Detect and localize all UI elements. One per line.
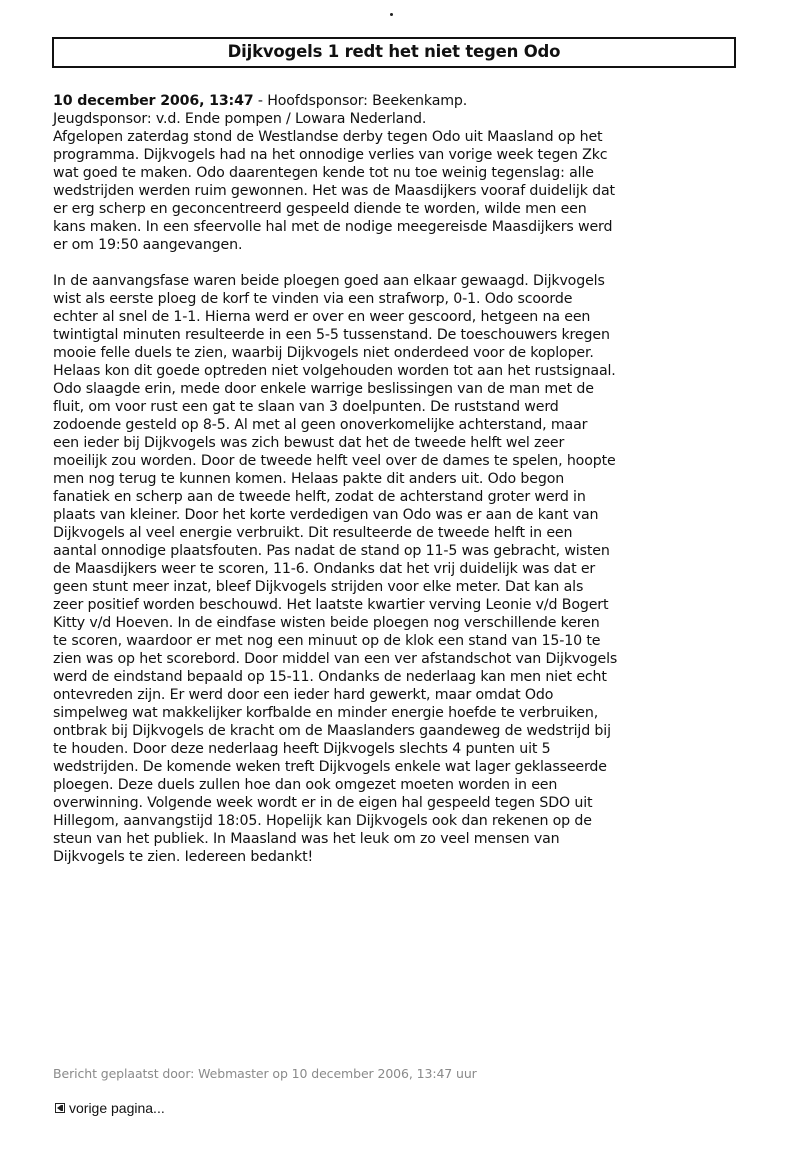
posted-by-text: Bericht geplaatst door: Webmaster op 10 december 2006, 13:47 uur bbox=[53, 1066, 477, 1081]
intro-line: Jeugdsponsor: v.d. Ende pompen / Lowara Nederland. bbox=[53, 111, 427, 127]
body-line: simpelweg wat makkelijker korfbalde en minder energie hoefde te verbruiken, bbox=[53, 705, 599, 721]
intro-line bbox=[53, 92, 773, 110]
previous-page-link[interactable] bbox=[55, 1100, 165, 1116]
article-date: 10 december 2006, 13:47 bbox=[53, 93, 254, 109]
article-intro bbox=[53, 92, 773, 254]
body-line: moeilijk zou worden. Door de tweede helft veel over de dames te spelen, hoopte bbox=[53, 453, 616, 469]
previous-page-label: vorige pagina... bbox=[69, 1100, 165, 1116]
article-title-box bbox=[52, 37, 736, 68]
body-line: Dijkvogels te zien. Iedereen bedankt! bbox=[53, 849, 314, 865]
body-line: werd de eindstand bepaald op 15-11. Ondanks de nederlaag kan men niet echt bbox=[53, 669, 607, 685]
body-line: In de aanvangsfase waren beide ploegen goed aan elkaar gewaagd. Dijkvogels bbox=[53, 273, 605, 289]
back-arrow-icon bbox=[55, 1103, 65, 1113]
article-main-paragraph bbox=[53, 272, 773, 866]
body-line: Hillegom, aanvangstijd 18:05. Hopelijk kan Dijkvogels ook dan rekenen op de bbox=[53, 813, 592, 829]
body-line: echter al snel de 1-1. Hierna werd er over en weer gescoord, hetgeen na een bbox=[53, 309, 591, 325]
body-line: aantal onnodige plaatsfouten. Pas nadat de stand op 11-5 was gebracht, wisten bbox=[53, 543, 610, 559]
body-line: steun van het publiek. In Maasland was het leuk om zo veel mensen van bbox=[53, 831, 560, 847]
intro-line: wedstrijden werden ruim gewonnen. Het was de Maasdijkers vooraf duidelijk dat bbox=[53, 183, 615, 199]
body-line: ontevreden zijn. Er werd door een ieder hard gewerkt, maar omdat Odo bbox=[53, 687, 554, 703]
intro-line: er erg scherp en geconcentreerd gespeeld diende te worden, wilde men een bbox=[53, 201, 587, 217]
body-line: mooie felle duels te zien, waarbij Dijkvogels niet onderdeed voor de koploper. bbox=[53, 345, 594, 361]
body-line: fanatiek en scherp aan de tweede helft, zodat de achterstand groter werd in bbox=[53, 489, 586, 505]
body-line: te houden. Door deze nederlaag heeft Dijkvogels slechts 4 punten uit 5 bbox=[53, 741, 551, 757]
body-line: Helaas kon dit goede optreden niet volgehouden worden tot aan het rustsignaal. bbox=[53, 363, 616, 379]
intro-line: er om 19:50 aangevangen. bbox=[53, 237, 243, 253]
decorative-dot bbox=[390, 13, 393, 16]
intro-line: programma. Dijkvogels had na het onnodige verlies van vorige week tegen Zkc bbox=[53, 147, 608, 163]
body-line: zeer positief worden beschouwd. Het laatste kwartier verving Leonie v/d Bogert bbox=[53, 597, 609, 613]
body-line: Odo slaagde erin, mede door enkele warrige beslissingen van de man met de bbox=[53, 381, 594, 397]
article-title: Dijkvogels 1 redt het niet tegen Odo bbox=[227, 42, 561, 61]
body-line: fluit, om voor rust een gat te slaan van 3 doelpunten. De ruststand werd bbox=[53, 399, 559, 415]
body-line: ploegen. Deze duels zullen hoe dan ook omgezet moeten worden in een bbox=[53, 777, 558, 793]
body-line: twintigtal minuten resulteerde in een 5-5 tussenstand. De toeschouwers kregen bbox=[53, 327, 610, 343]
body-line: zien was op het scorebord. Door middel van een ver afstandschot van Dijkvogels bbox=[53, 651, 618, 667]
intro-line: Afgelopen zaterdag stond de Westlandse derby tegen Odo uit Maasland op het bbox=[53, 129, 603, 145]
body-line: men nog terug te kunnen komen. Helaas pakte dit anders uit. Odo begon bbox=[53, 471, 565, 487]
body-line: Kitty v/d Hoeven. In de eindfase wisten beide ploegen nog verschillende keren bbox=[53, 615, 600, 631]
sponsor-text: - Hoofdsponsor: Beekenkamp. bbox=[253, 93, 468, 109]
intro-line: kans maken. In een sfeervolle hal met de nodige meegereisde Maasdijkers werd bbox=[53, 219, 613, 235]
body-line: plaats van kleiner. Door het korte verdedigen van Odo was er aan de kant van bbox=[53, 507, 599, 523]
body-line: overwinning. Volgende week wordt er in de eigen hal gespeeld tegen SDO uit bbox=[53, 795, 593, 811]
paragraph-gap bbox=[53, 254, 773, 272]
body-line: een ieder bij Dijkvogels was zich bewust dat het de tweede helft wel zeer bbox=[53, 435, 565, 451]
intro-line: wat goed te maken. Odo daarentegen kende tot nu toe weinig tegenslag: alle bbox=[53, 165, 594, 181]
body-line: wist als eerste ploeg de korf te vinden via een strafworp, 0-1. Odo scoorde bbox=[53, 291, 573, 307]
body-line: geen stunt meer inzat, bleef Dijkvogels strijden voor elke meter. Dat kan als bbox=[53, 579, 584, 595]
body-line: Dijkvogels al veel energie verbruikt. Dit resulteerde de tweede helft in een bbox=[53, 525, 573, 541]
body-line: de Maasdijkers weer te scoren, 11-6. Ondanks dat het vrij duidelijk was dat er bbox=[53, 561, 596, 577]
article-body bbox=[53, 92, 773, 866]
body-line: ontbrak bij Dijkvogels de kracht om de Maaslanders gaandeweg de wedstrijd bij bbox=[53, 723, 611, 739]
body-line: wedstrijden. De komende weken treft Dijkvogels enkele wat lager geklasseerde bbox=[53, 759, 607, 775]
body-line: te scoren, waardoor er met nog een minuut op de klok een stand van 15-10 te bbox=[53, 633, 601, 649]
body-line: zodoende gesteld op 8-5. Al met al geen onoverkomelijke achterstand, maar bbox=[53, 417, 588, 433]
